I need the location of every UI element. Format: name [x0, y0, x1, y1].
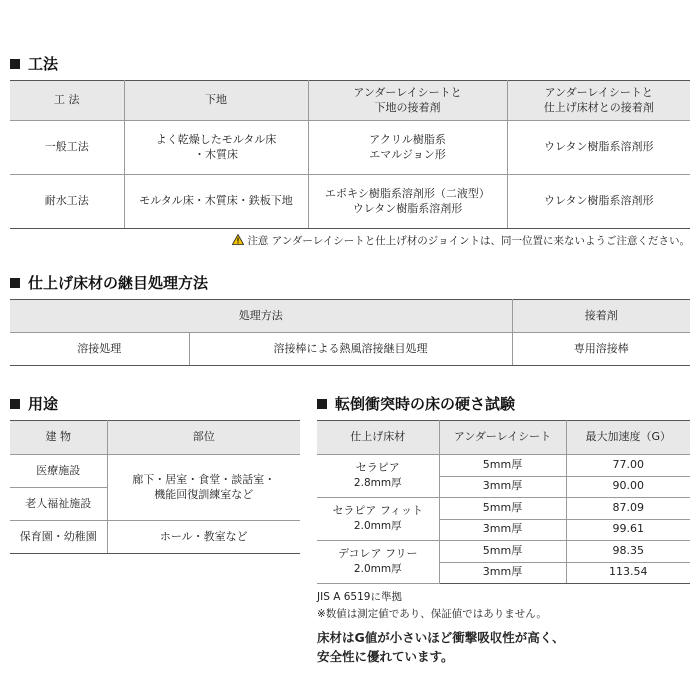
- table-row: [317, 455, 690, 477]
- table-header: 接着剤: [512, 300, 690, 333]
- caution-text: 注意 アンダーレイシートと仕上げ材のジョイントは、同一位置に来ないようご注意ください。: [247, 235, 690, 247]
- product-cell: [317, 498, 439, 541]
- square-bullet-icon: [10, 399, 20, 409]
- product-name: デコレア フリー: [337, 547, 418, 561]
- section-title: 仕上げ床材の継目処理方法: [28, 274, 209, 292]
- usage-table: [10, 420, 300, 554]
- section-title: 工法: [28, 55, 59, 73]
- conclusion-text: 床材はG値が小さいほど衝撃吸収性が高く、 安全性に優れています。: [317, 630, 565, 665]
- square-bullet-icon: [10, 278, 20, 288]
- table-cell: 専用溶接棒: [512, 333, 690, 366]
- table-cell: 98.35: [566, 541, 690, 563]
- product-cell: [317, 455, 439, 498]
- square-bullet-icon: [10, 59, 20, 69]
- table-cell: 90.00: [566, 476, 690, 498]
- table-header: 最大加速度（G）: [566, 421, 690, 455]
- warning-icon: [232, 234, 244, 245]
- table-cell: 5mm厚: [439, 498, 566, 520]
- table-header: アンダーレイシートと 仕上げ床材との接着剤: [507, 81, 690, 121]
- product-thickness: 2.0mm厚: [353, 563, 402, 576]
- section-title: 転倒衝突時の床の硬さ試験: [335, 395, 516, 413]
- table-cell: 113.54: [566, 562, 690, 584]
- measurement-disclaimer: ※数値は測定値であり、保証値ではありません。: [317, 608, 547, 620]
- product-cell: [317, 541, 439, 584]
- hardness-table: [317, 420, 690, 584]
- square-bullet-icon: [317, 399, 327, 409]
- table-cell: 保育園・幼稚園: [10, 521, 107, 554]
- product-name: セラピア: [355, 461, 400, 475]
- table-cell: 5mm厚: [439, 541, 566, 563]
- table-cell: よく乾燥したモルタル床 ・木質床: [124, 121, 308, 175]
- table-cell: 77.00: [566, 455, 690, 477]
- table-header: 処理方法: [10, 300, 512, 333]
- table-row: [10, 175, 690, 229]
- caution-notice: [232, 233, 690, 248]
- table-header: 下地: [124, 81, 308, 121]
- table-cell: 3mm厚: [439, 476, 566, 498]
- jis-note: JIS A 6519に準拠: [317, 591, 402, 603]
- section-heading-method: [10, 53, 58, 74]
- method-table: [10, 80, 690, 229]
- table-header: 仕上げ床材: [317, 421, 439, 455]
- table-cell: ウレタン樹脂系溶剤形: [507, 121, 690, 175]
- table-cell: 廊下・居室・食堂・談話室・ 機能回復訓練室など: [107, 455, 300, 521]
- table-cell: 3mm厚: [439, 562, 566, 584]
- table-cell: モルタル床・木質床・鉄板下地: [124, 175, 308, 229]
- table-row: [10, 333, 690, 366]
- product-thickness: 2.8mm厚: [353, 477, 402, 490]
- table-cell: 溶接棒による熱風溶接継目処理: [189, 333, 512, 366]
- product-name: セラピア フィット: [332, 504, 424, 518]
- table-header: 工 法: [10, 81, 124, 121]
- table-header: アンダーレイシートと 下地の接着剤: [308, 81, 507, 121]
- table-row: [10, 521, 300, 554]
- table-header: アンダーレイシート: [439, 421, 566, 455]
- table-cell: アクリル樹脂系 エマルジョン形: [308, 121, 507, 175]
- table-header: 部位: [107, 421, 300, 455]
- table-row: [10, 121, 690, 175]
- product-thickness: 2.0mm厚: [353, 520, 402, 533]
- section-title: 用途: [28, 395, 59, 413]
- table-cell: 耐水工法: [10, 175, 124, 229]
- table-cell: ウレタン樹脂系溶剤形: [507, 175, 690, 229]
- section-heading-joint: [10, 272, 208, 293]
- table-cell: 87.09: [566, 498, 690, 520]
- table-cell: 溶接処理: [10, 333, 189, 366]
- joint-table: [10, 299, 690, 366]
- table-cell: 5mm厚: [439, 455, 566, 477]
- table-cell: ホール・教室など: [107, 521, 300, 554]
- table-cell: 3mm厚: [439, 519, 566, 541]
- table-cell: エポキシ樹脂系溶剤形（二液型） ウレタン樹脂系溶剤形: [308, 175, 507, 229]
- table-cell: 医療施設: [10, 455, 107, 488]
- table-header: 建 物: [10, 421, 107, 455]
- section-heading-hardness: [317, 393, 515, 414]
- table-cell: 一般工法: [10, 121, 124, 175]
- table-row: [317, 498, 690, 520]
- table-cell: 99.61: [566, 519, 690, 541]
- table-row: [10, 455, 300, 488]
- section-heading-usage: [10, 393, 58, 414]
- table-row: [317, 541, 690, 563]
- table-cell: 老人福祉施設: [10, 488, 107, 521]
